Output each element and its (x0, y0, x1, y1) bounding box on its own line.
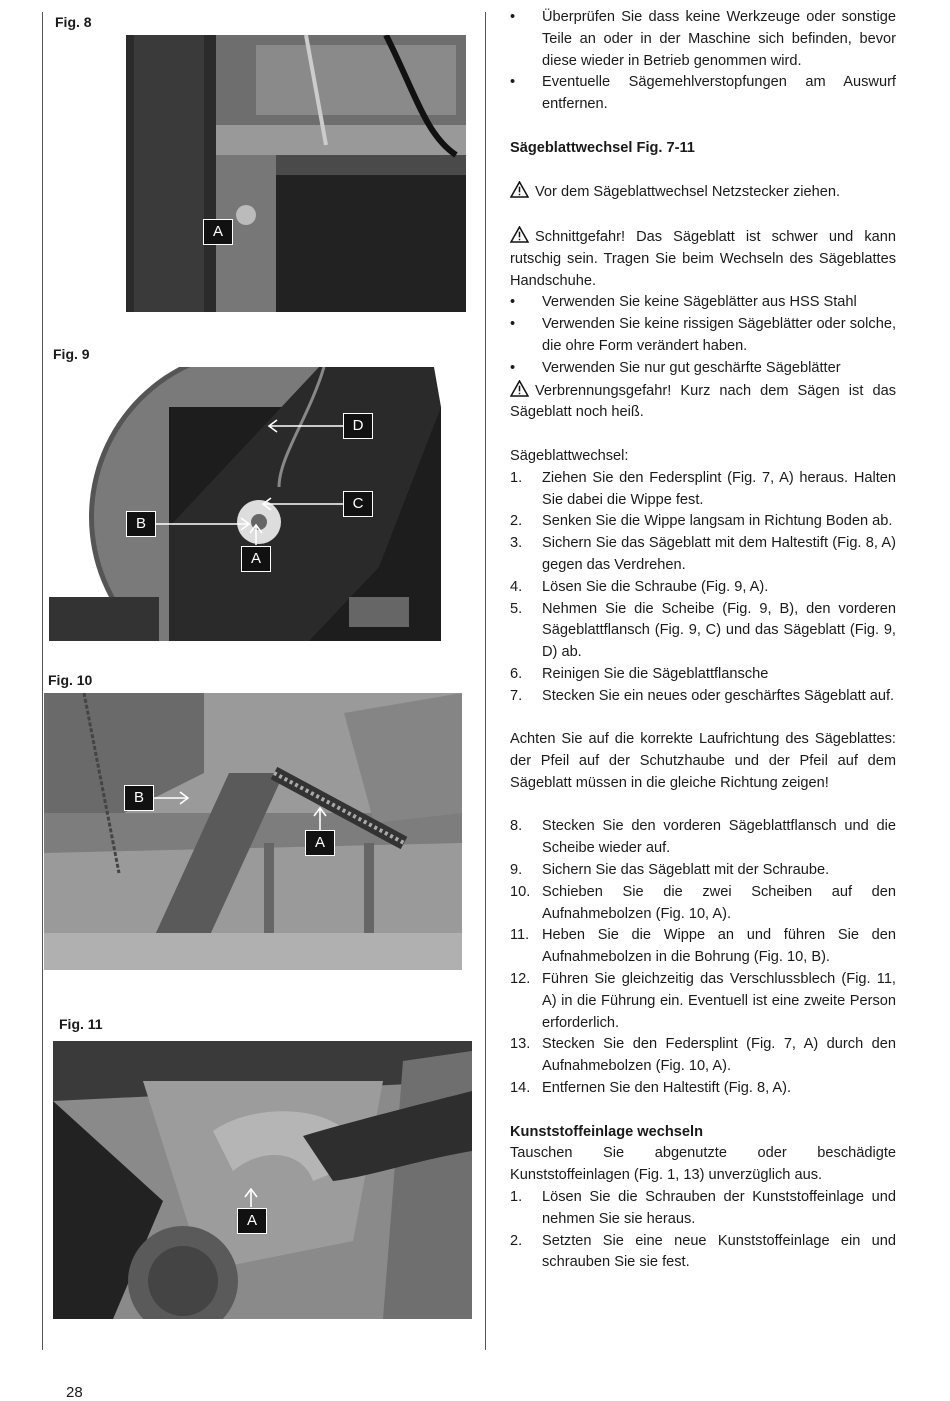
step-item: 11. Heben Sie die Wippe an und führen Sie den Aufnahmebolzen in die Bohrung (Fig. 10, B). (510, 927, 896, 966)
direction-note: Achten Sie auf die korrekte Laufrichtung des Sägeblattes: der Pfeil auf der Schutzhaube und der Pfeil auf dem Sägeblatt müssen in die gleiche Richtung zeigen! (510, 731, 896, 791)
column-divider-rule (485, 12, 486, 1350)
warning-triangle-icon (510, 181, 529, 198)
step-item: 2. Setzten Sie eine neue Kunststoffeinlage ein und schrauben Sie sie fest. (510, 1232, 896, 1271)
step-item: 9. Sichern Sie das Sägeblatt mit der Schraube. (510, 862, 830, 879)
section-heading-plastic-insert: Kunststoffeinlage wechseln (510, 1123, 703, 1140)
step-item: 13. Stecken Sie den Federsplint (Fig. 7, A) durch den Aufnahmebolzen (Fig. 10, A). (510, 1036, 896, 1075)
step-item: 5. Nehmen Sie die Scheibe (Fig. 9, B), den vorderen Sägeblattflansch (Fig. 9, C) und das Sägeblatt (Fig. 9, D) ab. (510, 600, 896, 661)
step-item: 10. Schieben Sie die zwei Scheiben auf den Aufnahmebolzen (Fig. 10, A). (510, 883, 896, 922)
bullet-item: • Eventuelle Sägemehlverstopfungen am Auswurf entfernen. (510, 74, 896, 113)
fig10-callout-b: B (124, 785, 154, 811)
step-item: 6. Reinigen Sie die Sägeblattflansche (510, 665, 769, 682)
warning-triangle-icon (510, 380, 529, 397)
fig10-label: Fig. 10 (48, 672, 93, 688)
step-item: 7. Stecken Sie ein neues oder geschärftes Sägeblatt auf. (510, 687, 895, 704)
steps-list-b (510, 816, 896, 1099)
bullet-item: • Verwenden Sie keine Sägeblätter aus HSS Stahl (510, 294, 857, 311)
bullet-item: • Verwenden Sie nur gut geschärfte Sägeblätter (510, 359, 841, 376)
fig9-callout-c: C (343, 491, 373, 517)
fig9-callout-b: B (126, 511, 156, 537)
step-item: 12. Führen Sie gleichzeitig das Verschlussblech (Fig. 11, A) in die Führung ein. Eventuell ist eine zweite Person erforderlich. (510, 971, 896, 1031)
left-margin-rule (42, 12, 43, 1350)
bullet-item: • Überprüfen Sie dass keine Werkzeuge oder sonstige Teile an oder in der Maschine sich befinden, bevor diese wieder in Betrieb genommen wird. (510, 9, 896, 69)
steps-list-c (510, 1187, 896, 1274)
fig11-arrows (53, 1041, 472, 1319)
fig9-arrows (49, 367, 441, 641)
fig11-callout-a: A (237, 1208, 267, 1234)
step-item: 8. Stecken Sie den vorderen Sägeblattflansch und die Scheibe wieder auf. (510, 818, 896, 857)
fig10-callout-a: A (305, 830, 335, 856)
warning-cut-hazard: Schnittgefahr! Das Sägeblatt ist schwer und kann rutschig sein. Tragen Sie beim Wechseln des Sägeblattes Handschuhe. (510, 226, 896, 292)
warning-triangle-icon (510, 226, 529, 243)
section-heading-blade-change: Sägeblattwechsel Fig. 7-11 (510, 139, 695, 156)
fig9-callout-d: D (343, 413, 373, 439)
fig10-arrows (44, 693, 462, 970)
fig8-callout-a: A (203, 219, 233, 245)
fig11-label: Fig. 11 (59, 1016, 103, 1032)
warning-burn-hazard: Verbrennungsgefahr! Kurz nach dem Sägen ist das Sägeblatt noch heiß. (510, 380, 896, 425)
fig8-label: Fig. 8 (55, 14, 92, 30)
step-item: 1. Lösen Sie die Schrauben der Kunststoffeinlage und nehmen Sie sie heraus. (510, 1189, 896, 1227)
step-item: 1. Ziehen Sie den Federsplint (Fig. 7, A) heraus. Halten Sie dabei die Wippe fest. (510, 469, 896, 508)
steps-list-a (510, 468, 896, 708)
step-item: 3. Sichern Sie das Sägeblatt mit dem Haltestift (Fig. 8, A) gegen das Verdrehen. (510, 535, 896, 573)
fig9-callout-a: A (241, 546, 271, 572)
fig8-photo (126, 35, 466, 312)
step-item: 14. Entfernen Sie den Haltestift (Fig. 8, A). (510, 1080, 792, 1097)
step-item: 4. Lösen Sie die Schraube (Fig. 9, A). (510, 578, 769, 595)
plastic-insert-intro: Tauschen Sie abgenutzte oder beschädigte Kunststoffeinlagen (Fig. 1, 13) unverzüglich aus. (510, 1145, 896, 1184)
step-item: 2. Senken Sie die Wippe langsam in Richtung Boden ab. (510, 513, 893, 530)
instructions-column (510, 7, 896, 1274)
warning-unplug: Vor dem Sägeblattwechsel Netzstecker ziehen. (510, 181, 896, 204)
steps-intro: Sägeblattwechsel: (510, 447, 629, 464)
page-number: 28 (66, 1384, 83, 1401)
bullet-item: • Verwenden Sie keine rissigen Sägeblätter oder solche, die ohre Form verändert haben. (510, 316, 896, 354)
fig9-label: Fig. 9 (53, 346, 90, 362)
